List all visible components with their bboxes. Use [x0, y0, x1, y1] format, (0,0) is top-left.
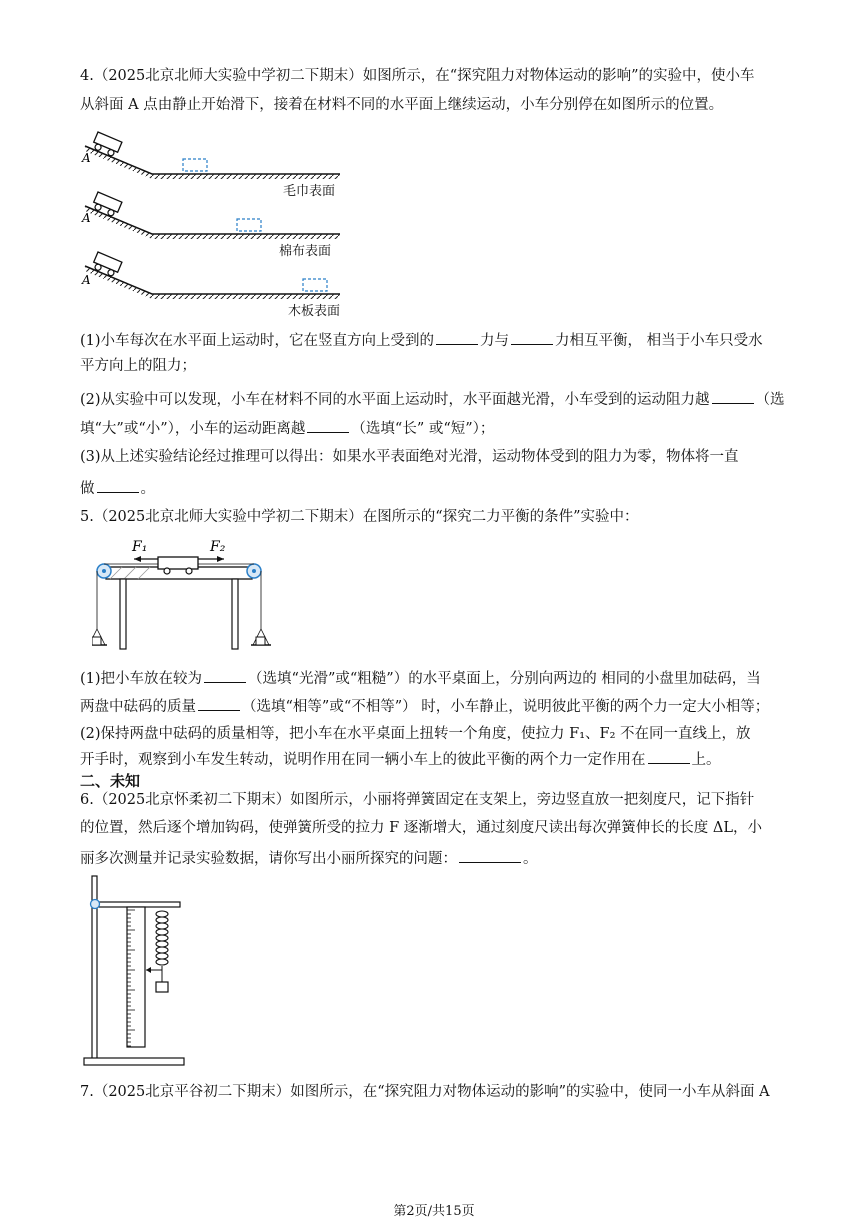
q4-stem-line1: 4.（2025北京北师大实验中学初二下期末）如图所示，在“探究阻力对物体运动的影响”的实验中，使小车	[80, 68, 755, 84]
q4-part3-line2: 做 。	[80, 476, 792, 499]
ramp-wood	[85, 252, 340, 299]
answer-blank	[307, 416, 349, 433]
stop-position-cotton	[237, 219, 261, 231]
q6-line2: 的位置，然后逐个增加钩码，使弹簧所受的拉力 F 逐渐增大，通过刻度尺读出每次弹簧伸长的长度 ΔL，小	[80, 820, 762, 836]
q5-part2-line1: (2)保持两盘中砝码的质量相等，把小车在水平桌面上扭转一个角度，使拉力 F₁、F₂ 不在同一直线上，放	[80, 726, 751, 742]
page-number: 第2页/共15页	[393, 1204, 475, 1219]
surface-label-wood: 木板表面	[288, 304, 341, 319]
q4-ramp-figure	[80, 122, 360, 322]
spring	[156, 911, 168, 965]
stop-position-towel	[183, 159, 207, 171]
q6-spring-stand-figure	[82, 874, 192, 1070]
q7-line1: 7.（2025北京平谷初二下期末）如图所示，在“探究阻力对物体运动的影响”的实验中，使同一小车从斜面 A	[80, 1084, 770, 1100]
q4-part3-line1: (3)从上述实验结论经过推理可以得出：如果水平表面绝对光滑，运动物体受到的阻力为零，物体将一直	[80, 449, 739, 465]
point-a-label-1: A	[82, 151, 91, 165]
force-f1-label: F₁	[132, 539, 148, 555]
point-a-label-3: A	[82, 273, 91, 287]
answer-blank	[511, 328, 553, 345]
answer-blank	[436, 328, 478, 345]
ramp-cotton	[85, 192, 340, 239]
q4-stem-line2: 从斜面 A 点由静止开始滑下，接着在材料不同的水平面上继续运动，小车分别停在如图所示的位置。	[80, 97, 724, 113]
clamp-knob	[91, 900, 100, 909]
surface-label-cotton: 棉布表面	[279, 244, 332, 259]
q4-part1-line2: 平方向上的阻力；	[80, 358, 196, 374]
ramp-towel	[85, 132, 340, 179]
section-heading: 二、未知	[80, 772, 141, 790]
force-f2-label: F₂	[210, 539, 226, 555]
hook-weight	[156, 982, 168, 992]
surface-label-towel: 毛巾表面	[283, 184, 336, 199]
left-weight-pan	[92, 629, 107, 645]
q5-part1-line1: (1)把小车放在较为 （选填“光滑”或“粗糙”）的水平桌面上，分别向两边的 相同的小盘里加砝码，当	[80, 666, 792, 689]
answer-blank	[712, 387, 754, 404]
point-a-label-2: A	[82, 211, 91, 225]
right-weight-pan	[251, 629, 271, 645]
q5-stem: 5.（2025北京北师大实验中学初二下期末）在图所示的“探究二力平衡的条件”实验中：	[80, 509, 639, 525]
q4-part2-line1: (2)从实验中可以发现，小车在材料不同的水平面上运动时，水平面越光滑，小车受到的运动阻力越 （选	[80, 387, 792, 410]
q6-line3: 丽多次测量并记录实验数据，请你写出小丽所探究的问题： 。	[80, 846, 792, 869]
q5-part1-line2: 两盘中砝码的质量 （选填“相等”或“不相等”） 时，小车静止，说明彼此平衡的两个力一定大小相等；	[80, 694, 792, 717]
q5-balance-figure	[92, 533, 282, 653]
answer-blank	[648, 747, 690, 764]
q6-line1: 6.（2025北京怀柔初二下期末）如图所示，小丽将弹簧固定在支架上，旁边竖直放一把刻度尺，记下指针	[80, 792, 755, 808]
answer-blank	[97, 476, 139, 493]
q5-part2-line2: 开手时，观察到小车发生转动，说明作用在同一辆小车上的彼此平衡的两个力一定作用在 上。	[80, 747, 792, 770]
stop-position-wood	[303, 279, 327, 291]
q4-part1-line1: (1)小车每次在水平面上运动时，它在竖直方向上受到的 力与 力相互平衡， 相当于小车只受水	[80, 328, 792, 351]
answer-blank	[204, 666, 246, 683]
answer-blank	[198, 694, 240, 711]
answer-blank	[459, 846, 521, 863]
cart	[158, 557, 198, 569]
q4-part2-line2: 填“大”或“小”），小车的运动距离越 （选填“长” 或“短”）；	[80, 416, 792, 439]
